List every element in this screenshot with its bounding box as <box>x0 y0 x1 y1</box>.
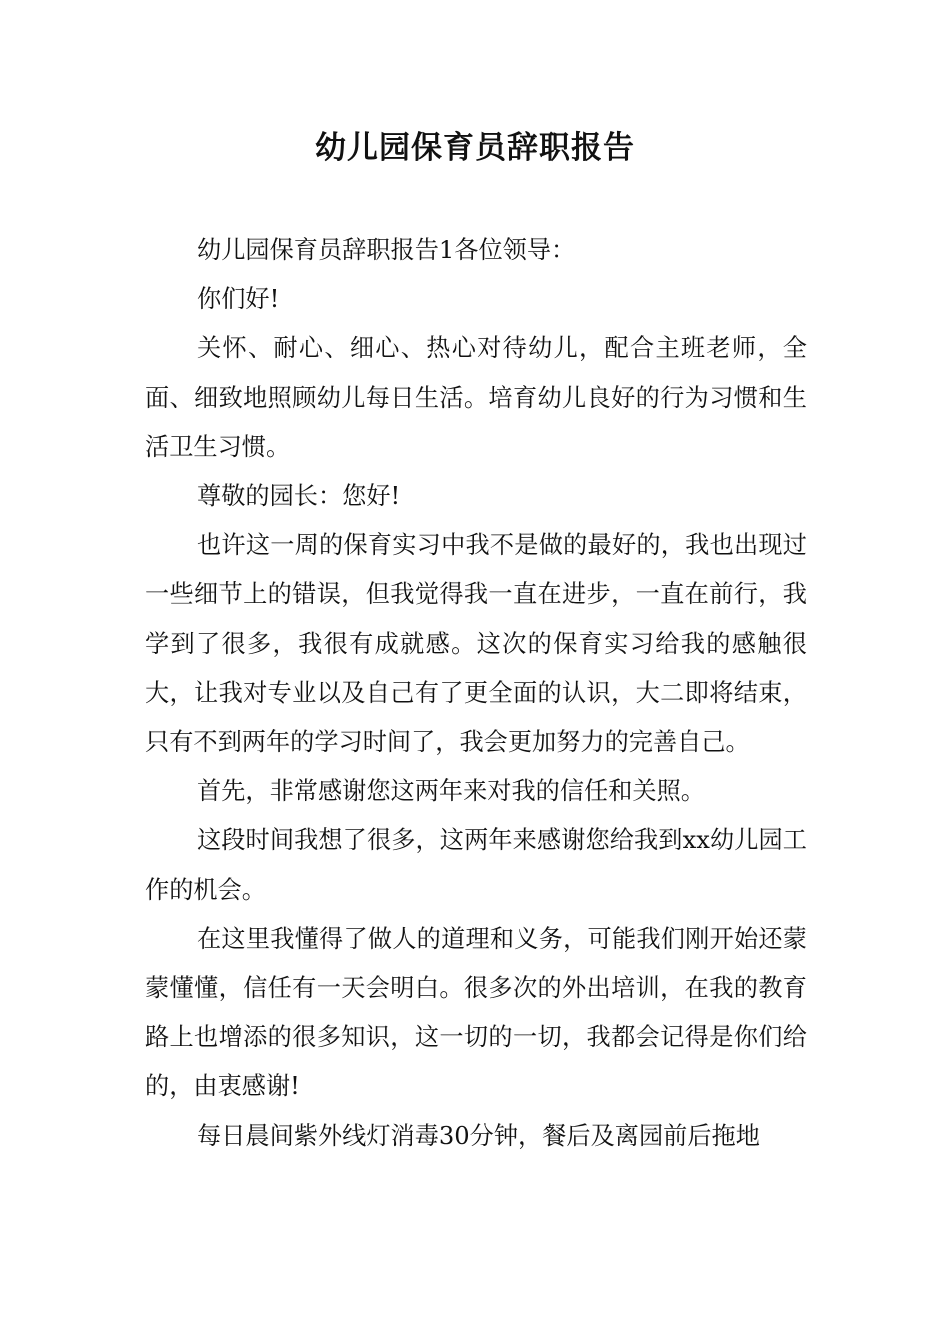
document-title: 幼儿园保育员辞职报告 <box>315 130 635 166</box>
paragraph-opportunity: 这段时间我想了很多，这两年来感谢您给我到xx幼儿园工作的机会。 <box>145 826 807 904</box>
paragraph-greeting-principal: 尊敬的园长：您好! <box>197 482 401 511</box>
paragraph-internship-reflection: 也许这一周的保育实习中我不是做的最好的，我也出现过一些细节上的错误，但我觉得我一直在进步，一直在前行，我学到了很多，我很有成就感。这次的保育实习给我的感触很大，让我对专业以及自己有了更全面的认识，大二即将结束，只有不到两年的学习时间了，我会更加努力的完善自己。 <box>145 531 807 757</box>
paragraph-disinfection: 每日晨间紫外线灯消毒30分钟，餐后及离园前后拖地 <box>197 1121 760 1150</box>
paragraph-thanks: 首先，非常感谢您这两年来对我的信任和关照。 <box>197 777 705 806</box>
paragraph-duties: 关怀、耐心、细心、热心对待幼儿，配合主班老师，全面、细致地照顾幼儿每日生活。培育幼儿良好的行为习惯和生活卫生习惯。 <box>145 334 807 461</box>
document-body <box>145 226 807 1161</box>
paragraph-growth: 在这里我懂得了做人的道理和义务，可能我们刚开始还蒙蒙懂懂，信任有一天会明白。很多次的外出培训，在我的教育路上也增添的很多知识，这一切的一切，我都会记得是你们给的，由衷感谢! <box>145 924 807 1101</box>
paragraph-salutation: 幼儿园保育员辞职报告1各位领导： <box>197 236 576 264</box>
paragraph-greeting: 你们好! <box>197 285 280 314</box>
